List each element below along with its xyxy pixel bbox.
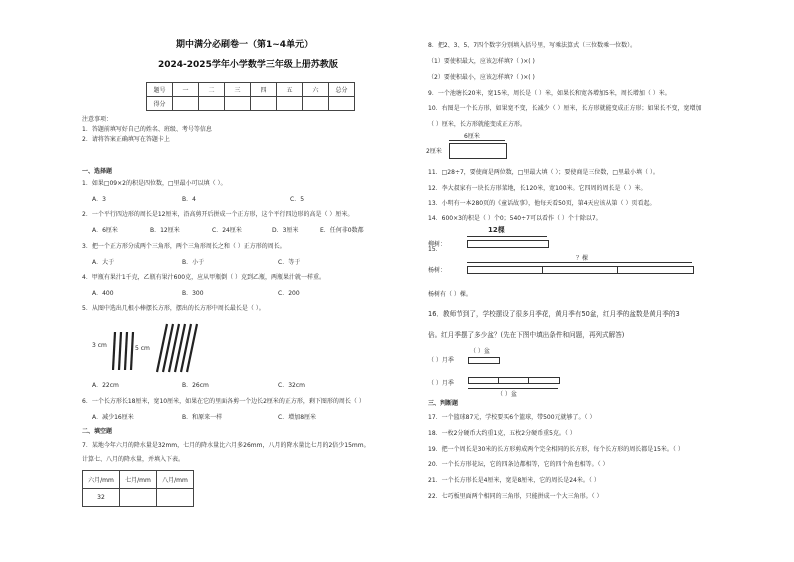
q15-answer: 杨树有（ ）棵。	[428, 291, 472, 298]
score-cell: 六	[303, 83, 329, 97]
stick-label-b: 5 cm	[135, 345, 150, 352]
score-cell: 五	[277, 83, 303, 97]
stick-label-a: 3 cm	[92, 342, 107, 349]
notes-item: 1．答题前填写好自己的姓名、班级、考号等信息	[82, 126, 212, 133]
notes-title: 注意事项：	[82, 116, 113, 123]
question-6: 6．一个长方形长18厘米，宽10厘米，如果在它的里面各剪一个边长2厘米的正方形，剩下图形的周长（ ）	[82, 398, 365, 405]
rect-top-label: 6厘米	[464, 133, 480, 140]
question-16-cont: 倍。红月季摆了多少盆？(先在下图中填出条件和问题，再列式解答)	[428, 331, 625, 339]
score-cell: 一	[173, 83, 199, 97]
page-subtitle: 2024-2025学年小学数学三年级上册苏教版	[158, 60, 338, 70]
question-8b: （2）要使积最小，应该怎样填?（ )×( )	[428, 74, 535, 81]
rect-side-label: 2厘米	[426, 148, 442, 155]
section-heading: 二、填空题	[82, 428, 113, 435]
q16-divider	[498, 377, 499, 383]
question-17: 17．一个篮球87元，学校要买6个篮球，带500元就够了。（ ）	[428, 414, 596, 421]
question-22: 22．七巧板里面两个相同的三角形，只能拼成一个大三角形。（ ）	[428, 493, 603, 500]
option[interactable]: C．5	[290, 196, 305, 203]
question-10: 10．右图是一个长方形，如果宽不变，长减少（ ）厘米，长方形就能变成正方形；如果长不变，宽增加	[428, 105, 702, 112]
question-12: 12．李大叔家有一块长方形菜地，长120米，宽100米。它四周的周长是（ ）米。	[428, 185, 647, 192]
question-7: 7．某地今年六月的降水量是32mm，七月的降水量比六月多26mm，八月的降水量比七月的2倍少15mm。	[82, 442, 370, 449]
rainfall-value: 32	[83, 489, 120, 507]
section-heading: 三、判断题	[428, 400, 459, 407]
score-input[interactable]	[303, 97, 329, 111]
option[interactable]: B．小于	[182, 259, 205, 266]
q16-label-top: （ ）盆	[470, 348, 490, 355]
question-13: 13．小明有一本280页的《童话故事》，他每天看50页，第4天应该从第（ ）页看起。	[428, 200, 656, 207]
question-9: 9．一个池塘长20米，宽15米，周长是（ ）米，如果长和宽各增加5米，周长增加（ ）米。	[428, 90, 671, 97]
question-14: 14．600×3的积是（ ）个0；540÷7可以看作（ ）个十除以7。	[428, 215, 602, 222]
willow-label: 柳树：	[428, 241, 447, 248]
q16-bar-1	[468, 357, 500, 364]
q16-brace	[468, 388, 558, 389]
rainfall-header: 六月/mm	[83, 471, 120, 489]
rainfall-input[interactable]	[120, 489, 157, 507]
question-21: 21．一个长方形长是4厘米，宽是8厘米，它的周长是24米。（ ）	[428, 477, 600, 484]
option[interactable]: B．和原来一样	[182, 414, 223, 421]
question-20: 20．一个长方形花坛，它的四条边都相等，它的四个角也相等。（ ）	[428, 461, 609, 468]
question-10-cont: （ ）厘米，长方形就能变成正方形。	[428, 121, 526, 128]
score-input[interactable]	[173, 97, 199, 111]
option[interactable]: A．6厘米	[92, 227, 118, 234]
option[interactable]: A．400	[92, 290, 114, 297]
willow-bar	[467, 240, 549, 248]
rect-dimension-line	[449, 140, 505, 141]
poplar-label: 杨树：	[428, 267, 447, 274]
question-18: 18．一枚2分硬币大约重1克，五枚2分硬币重5克。（ ）	[428, 430, 576, 437]
rainfall-header-row	[83, 471, 194, 489]
q16-bar-2	[468, 377, 560, 384]
q16-label-row1: （ ）月季	[428, 357, 454, 364]
question-1: 1．如果□09×2的积是四位数，□里最小可以填（ ）。	[82, 180, 227, 187]
rainfall-table	[82, 470, 194, 507]
score-input[interactable]	[251, 97, 277, 111]
question-11: 11．□28÷7，要使商是两位数，□里最大填（ ）；要使商是三位数，□里最小填（ ）。	[428, 169, 659, 176]
score-table	[146, 82, 355, 111]
option[interactable]: A．22cm	[92, 382, 119, 389]
q15-top-label: 12棵	[488, 226, 505, 234]
q15-number: 15．	[428, 246, 442, 253]
q15-question-label: ？棵	[576, 255, 589, 262]
option[interactable]: C．等于	[278, 259, 301, 266]
section-heading: 一、选择题	[82, 168, 113, 175]
poplar-divider	[542, 266, 543, 273]
score-cell: 三	[225, 83, 251, 97]
stick	[119, 332, 121, 370]
score-input[interactable]	[225, 97, 251, 111]
question-5: 5．从图中选出几根小棒摆长方形，摆出的长方形中周长最长是（ ）。	[82, 305, 265, 312]
option[interactable]: C．200	[278, 290, 300, 297]
rainfall-header: 八月/mm	[157, 471, 194, 489]
rainfall-value-row	[83, 489, 194, 507]
option[interactable]: B．300	[182, 290, 204, 297]
poplar-divider	[617, 266, 618, 273]
question-3: 3．把一个正方形分成两个三角形，两个三角形周长之和（ ）正方形的周长。	[82, 243, 286, 250]
score-input[interactable]	[329, 97, 355, 111]
question-4: 4．甲瓶有果汁1千克，乙瓶有果汁600克，应从甲瓶倒（ ）克到乙瓶，两瓶果汁就一样重。	[82, 274, 325, 281]
question-8: 8．把2、3、5、7四个数字分别填入括号里，写乘法算式（三位数乘一位数）。	[428, 42, 637, 49]
score-input[interactable]	[277, 97, 303, 111]
q16-label-row2: （ ）月季	[428, 380, 454, 387]
score-cell: 总分	[329, 83, 355, 97]
score-table-header-row	[147, 83, 355, 97]
score-cell: 题号	[147, 83, 173, 97]
option[interactable]: B．12厘米	[150, 227, 180, 234]
rainfall-input[interactable]	[157, 489, 194, 507]
question-2: 2．一个平行四边形的周长是12厘米，沿高剪开后拼成一个正方形，这个平行四边形的高是（ ）厘米。	[82, 211, 354, 218]
option[interactable]: A．3	[92, 196, 106, 203]
stick	[113, 332, 115, 370]
notes-item: 2．请将答案正确填写在答题卡上	[82, 136, 170, 143]
option[interactable]: C．增加8厘米	[278, 414, 317, 421]
score-input[interactable]	[199, 97, 225, 111]
option[interactable]: A．减少16厘米	[92, 414, 134, 421]
option[interactable]: B．26cm	[182, 382, 209, 389]
q16-divider	[528, 377, 529, 383]
score-cell: 四	[251, 83, 277, 97]
stick	[131, 332, 133, 370]
option[interactable]: C．24厘米	[212, 227, 242, 234]
score-cell: 二	[199, 83, 225, 97]
q15-poplar-brace	[467, 262, 692, 263]
score-cell: 得分	[147, 97, 173, 111]
question-8a: （1）要使积最大，应该怎样填?（ )×( )	[428, 58, 535, 65]
option[interactable]: D．3厘米	[272, 227, 299, 234]
option[interactable]: C．32cm	[278, 382, 305, 389]
stick	[125, 332, 127, 370]
rainfall-header: 七月/mm	[120, 471, 157, 489]
question-7-cont: 计算七、八月的降水量，并填入下表。	[82, 456, 185, 463]
q15-brace	[467, 236, 547, 237]
page-title: 期中满分必刷卷一（第1~4单元）	[176, 40, 314, 50]
question-16: 16．教师节到了，学校摆设了很多月季花，黄月季有50盆，红月季的盆数是黄月季的3	[428, 310, 680, 318]
score-table-score-row	[147, 97, 355, 111]
rectangle-figure	[449, 143, 507, 159]
question-19: 19．把一个周长是30米的长方形剪成两个完全相同的长方形，每个长方形的周长都是15米。（ ）	[428, 446, 684, 453]
option[interactable]: E．任何非0数都	[320, 227, 364, 234]
option[interactable]: A．大于	[92, 259, 115, 266]
poplar-bar	[467, 266, 694, 274]
q16-label-bottom: （ ）盆	[497, 391, 517, 398]
option[interactable]: B．4	[182, 196, 196, 203]
